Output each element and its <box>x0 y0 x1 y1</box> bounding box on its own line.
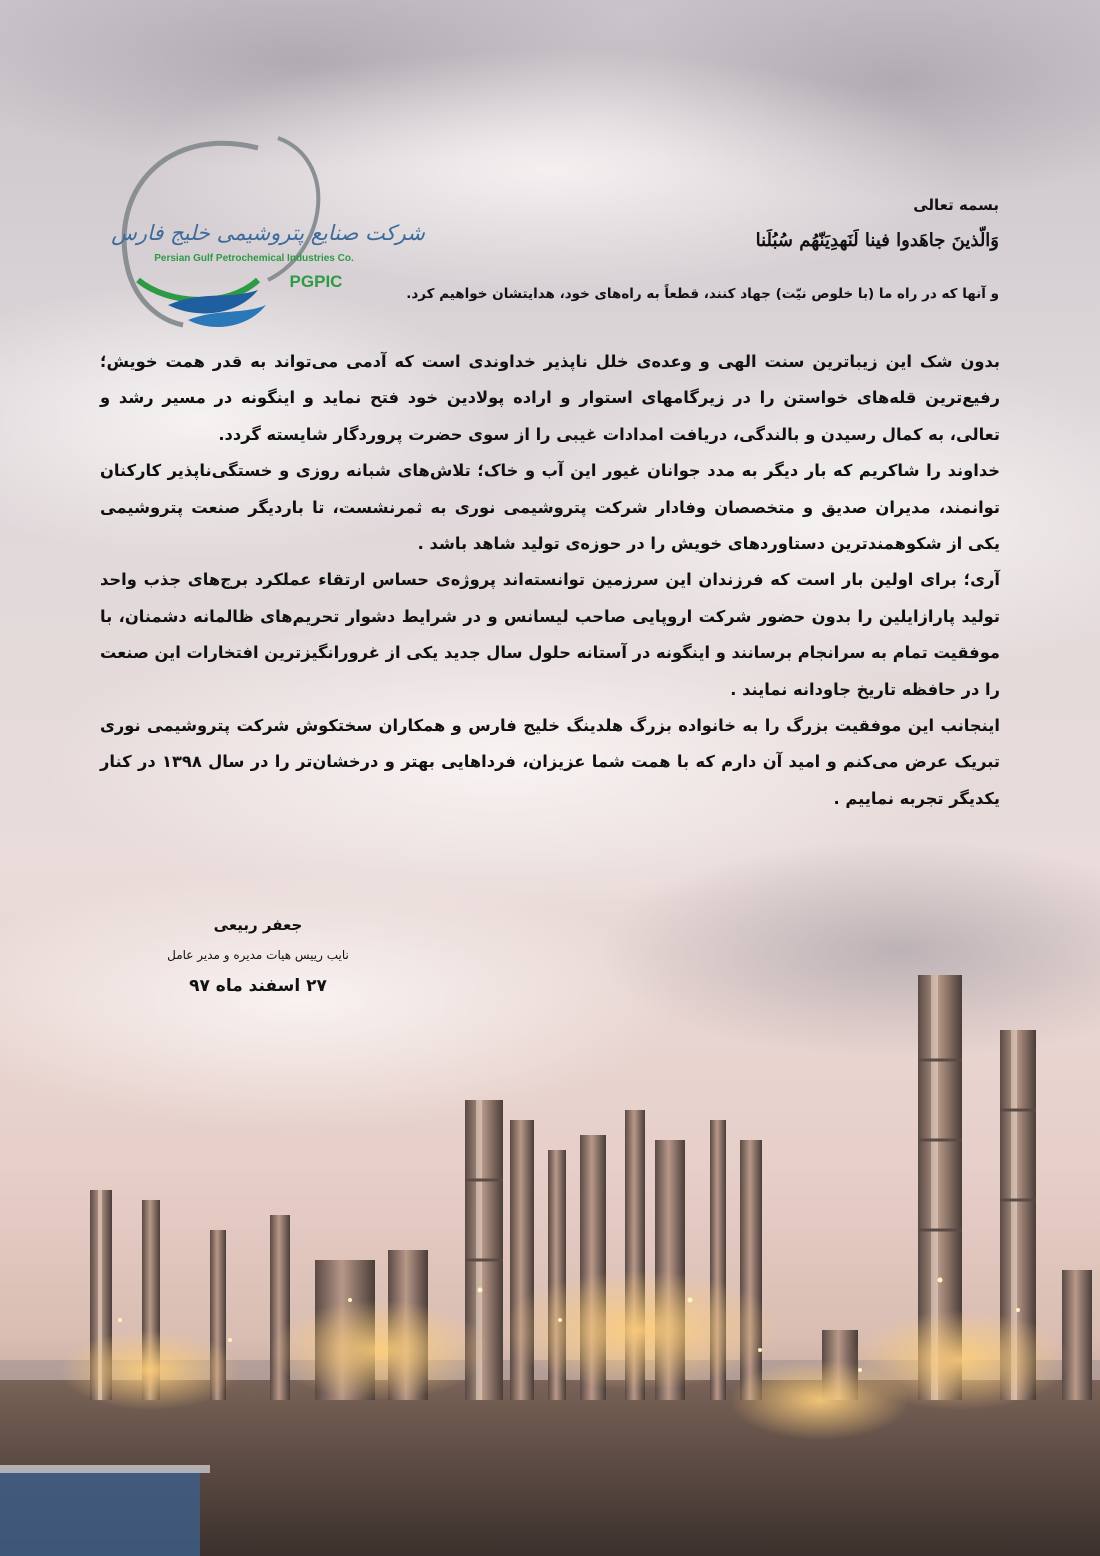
paragraph-3: آری؛ برای اولین بار است که فرزندان این سرزمین توانسته‌اند پروژه‌ی حساس ارتقاء عملکرد برج‌های جذب واحد تولید پارازایلین را بدون حضور شرکت اروپایی صاحب لیسانس و در شرایط دشوار تحریم‌های ظالمانه دشمنان، با موفقیت تمام به سرانجام برسانند و اینگونه در آستانه حلول سال جدید یکی از غرورانگیزترین افتخارات این صنعت را در حافظه تاریخ جاودانه نمایند . <box>100 570 1000 699</box>
signatory-title: نایب رییس هیات مدیره و مدیر عامل <box>167 948 349 962</box>
logo-name-en: Persian Gulf Petrochemical Industries Co. <box>154 253 354 264</box>
paragraph-2: خداوند را شاکریم که بار دیگر به مدد جوانان غیور این آب و خاک؛ تلاش‌های شبانه روزی و خستگی‌ناپذیر کارکنان توانمند، مدیران صدیق و متخصصان وفادار شرکت پتروشیمی نوری به ثمرنشست، تا باردیگر صنعت پتروشیمی یکی از شکوهمندترین دستاوردهای خویش را در حوزه‌ی تولید شاهد باشد . <box>100 461 1000 554</box>
paragraph-1: بدون شک این زیباترین سنت الهی و وعده‌ی خلل ناپذیر خداوندی است که آدمی می‌تواند به قدر همت خویش؛ رفیع‌ترین قله‌های خواستن را در زیرگامهای استوار و اراده پولادین خود فتح نماید و اینگونه در مسیر رشد و تعالی، به کمال رسیدن و بالندگی، دریافت امدادات غیبی را از سوی حضرت پروردگار شایسته گردد. <box>100 352 1000 444</box>
logo-name-fa: شرکت صنایع پتروشیمی خلیج فارس <box>111 221 425 245</box>
signatory-name: جعفر ربیعی <box>213 916 303 934</box>
letter-date: ۲۷ اسفند ماه ۹۷ <box>189 976 327 996</box>
letter-body <box>100 344 1000 817</box>
pgpic-logo <box>108 130 425 340</box>
paragraph-4: اینجانب این موفقیت بزرگ را به خانواده بزرگ هلدینگ خلیج فارس و همکاران سختکوش شرکت پتروشیمی نوری تبریک عرض می‌کنم و امید آن دارم که با همت شما عزیزان، فرداهایی بهتر و درخشان‌تر را در سال ۱۳۹۸ در کنار یکدیگر تجربه نماییم . <box>100 716 1001 808</box>
quran-verse: وَالّذینَ جاهَدوا فینا لَنَهدِیَنّهُم سُبُلَنا <box>755 230 999 251</box>
verse-translation: و آنها که در راه ما (با خلوص نیّت) جهاد کنند، قطعاً به راه‌های خود، هدایتشان خواهیم کرد. <box>406 286 999 302</box>
logo-abbr: PGPIC <box>289 272 343 291</box>
bismillah-heading: بسمه تعالی <box>913 196 999 214</box>
